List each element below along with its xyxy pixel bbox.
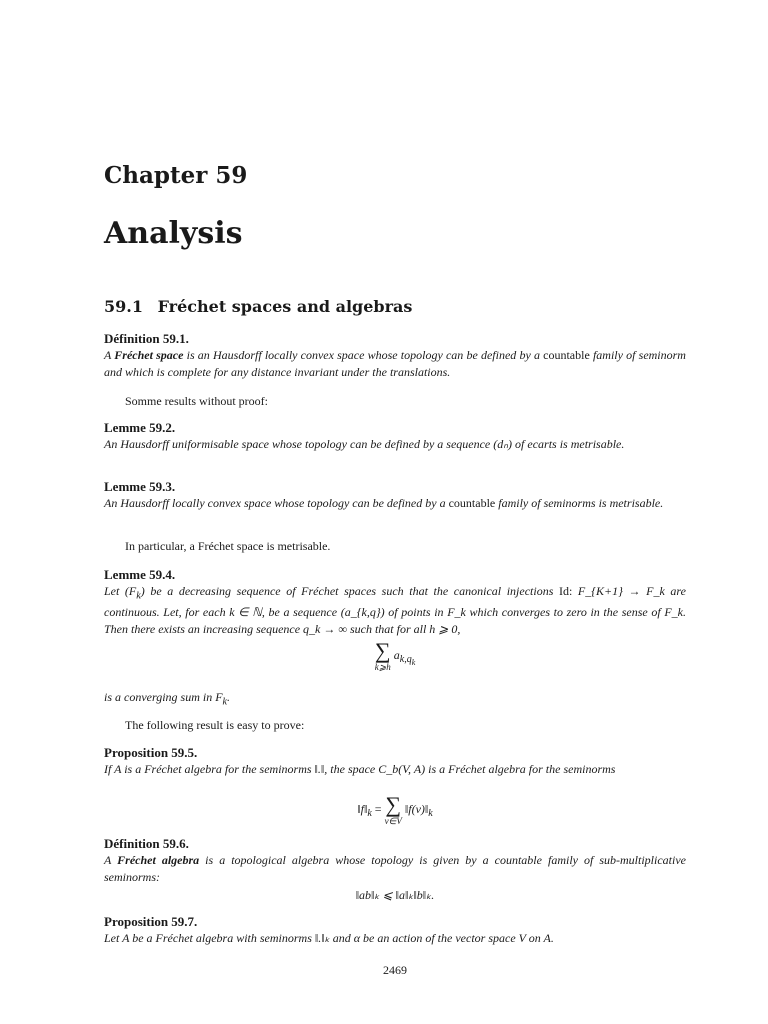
- proposition-59-7: [104, 913, 686, 947]
- definition-title: Définition 59.1.: [104, 331, 189, 346]
- section-title: Fréchet spaces and algebras: [157, 297, 413, 316]
- section-heading: [104, 297, 412, 316]
- proposition-body: If A is a Fréchet algebra for the seminorms ‖.‖, the space C_b(V, A) is a Fréchet algebra for the seminorms: [104, 762, 616, 776]
- lemma-59-3: [104, 478, 686, 512]
- proposition-title: Proposition 59.5.: [104, 745, 198, 760]
- proposition-body: Let A be a Fréchet algebra with seminorms ‖.‖ₖ and α be an action of the vector space V on A.: [104, 931, 554, 945]
- equation-submultiplicative: ‖ab‖ₖ ⩽ ‖a‖ₖ‖b‖ₖ.: [355, 888, 435, 902]
- paragraph: In particular, a Fréchet space is metrisable.: [125, 539, 331, 553]
- definition-title: Définition 59.6.: [104, 836, 189, 851]
- lemma-body: An Hausdorff locally convex space whose topology can be defined by a countable family of seminorms is metrisable.: [104, 496, 664, 510]
- definition-body: A Fréchet space is an Hausdorff locally convex space whose topology can be defined by a countable family of seminorm and which is complete for any distance invariant under the translations.: [104, 348, 686, 379]
- lemma-title: Lemme 59.2.: [104, 420, 176, 435]
- lemma-title: Lemme 59.4.: [104, 567, 176, 582]
- definition-body: A Fréchet algebra is a topological algebra whose topology is given by a countable family of sub-multiplicative seminorms:: [104, 853, 686, 884]
- defined-term: Fréchet algebra: [117, 853, 200, 867]
- equation-seminorm: $‖f‖_k$ = ∑ v∈V $‖f(v)‖_k$: [357, 792, 433, 826]
- proposition-59-5: [104, 744, 686, 778]
- section-number: 59.1: [104, 297, 143, 316]
- lemma-continuation: is a converging sum in $F_k$.: [104, 690, 230, 708]
- lemma-body: Let $(F_k)$ be a decreasing sequence of Fréchet spaces such that the canonical injections Id: F_{K+1} → F_k are continuous. Let, for each k ∈ ℕ, be a sequence (a_{k,q}) of points in F_k which converges to zero in the sense of F_k. Then there exists an increasing sequence q_k → ∞ such that for all h ⩾ 0,: [104, 584, 686, 637]
- equation-sum: ∑ k⩾h $a_{k,q_k}$: [374, 638, 416, 672]
- chapter-title: Analysis: [104, 216, 243, 251]
- lemma-title: Lemme 59.3.: [104, 479, 176, 494]
- defined-term: Fréchet space: [114, 348, 184, 362]
- definition-59-1: [104, 330, 686, 381]
- paragraph: Somme results without proof:: [125, 394, 268, 408]
- lemma-body: An Hausdorff uniformisable space whose topology can be defined by a sequence (dₙ) of ecarts is metrisable.: [104, 437, 625, 451]
- lemma-59-2: [104, 419, 686, 453]
- definition-59-6: [104, 835, 686, 886]
- lemma-59-4: [104, 566, 686, 638]
- paragraph: The following result is easy to prove:: [125, 718, 305, 732]
- proposition-title: Proposition 59.7.: [104, 914, 198, 929]
- chapter-label: Chapter 59: [104, 162, 248, 189]
- page-number: 2469: [383, 963, 407, 977]
